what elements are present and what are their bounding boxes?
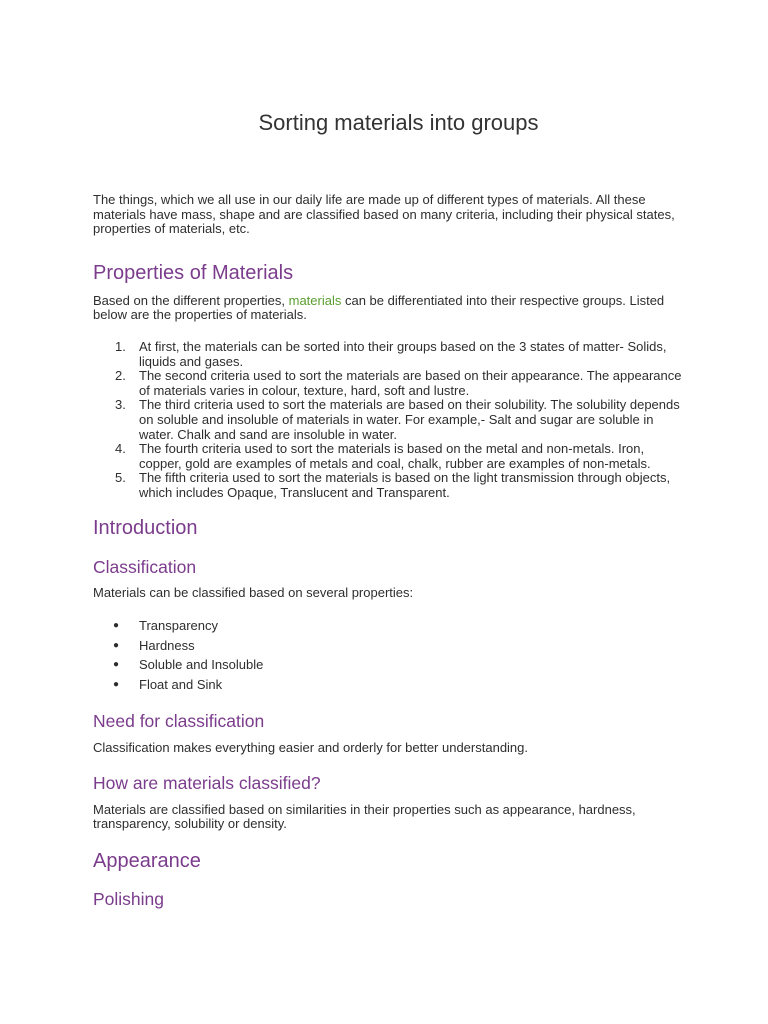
list-item [93,471,683,500]
properties-paragraph-end: can be differentiated into their respective groups. Listed below are the properties of materials. [93,292,665,323]
list-item-text: The fifth criteria used to sort the materials is based on the light transmission through objects, which includes Opaque, Translucent and Transparent. [139,470,671,500]
list-item [93,398,683,442]
list-item-text: Transparency [139,618,218,634]
classification-heading: Classification [93,556,197,577]
list-item-text: The third criteria used to sort the materials are based on their solubility. The solubility depends on soluble and insoluble of materials in water. For example,- Salt and sugar are soluble in water. Chalk and sand are insoluble in water. [139,397,680,442]
bullet-icon: ● [113,620,120,632]
classification-paragraph: Materials can be classified based on several properties: [93,584,414,600]
properties-paragraph [93,294,683,323]
appearance-heading: Appearance [93,849,201,872]
document-body [93,193,683,910]
list-item [93,369,683,398]
list-number: 2. [115,368,126,384]
need-heading: Need for classification [93,711,265,732]
list-item [93,340,683,369]
list-item-text: Float and Sink [139,676,223,692]
list-item-text: Hardness [139,637,195,653]
bullet-icon: ● [113,678,120,690]
list-number: 5. [115,470,126,486]
list-number: 4. [115,441,126,457]
materials-link[interactable]: materials [288,292,342,308]
properties-heading: Properties of Materials [93,261,294,284]
introduction-heading: Introduction [93,516,198,539]
properties-bullet-list [93,616,683,694]
bullet-icon: ● [113,639,120,651]
bullet-icon: ● [113,659,120,671]
how-heading: How are materials classified? [93,772,321,793]
how-paragraph: Materials are classified based on similarities in their properties such as appearance, hardness, transparency, solubility or density. [93,801,636,832]
criteria-list [93,340,683,501]
need-paragraph: Classification makes everything easier and orderly for better understanding. [93,740,529,756]
list-item-text: The second criteria used to sort the materials are based on their appearance. The appearance of materials varies in colour, texture, hard, soft and lustre. [139,368,682,398]
list-item [93,616,683,636]
properties-paragraph-start: Based on the different properties, [93,292,289,308]
intro-paragraph: The things, which we all use in our daily life are made up of different types of materials. All these materials have mass, shape and are classified based on many criteria, including their physical states, properties of materials, etc. [93,192,675,237]
list-number: 3. [115,397,126,413]
list-item-text: Soluble and Insoluble [139,657,264,673]
list-number: 1. [115,338,126,354]
list-item [93,442,683,471]
list-item [93,636,683,656]
list-item [93,655,683,675]
list-item-text: At first, the materials can be sorted into their groups based on the 3 states of matter- Solids, liquids and gases. [139,338,667,369]
polishing-heading: Polishing [93,888,165,909]
document-title: Sorting materials into groups [258,110,539,135]
list-item-text: The fourth criteria used to sort the materials is based on the metal and non-metals. Iron, copper, gold are examples of metals and coal, chalk, rubber are examples of non-metals. [139,441,651,471]
list-item [93,675,683,695]
